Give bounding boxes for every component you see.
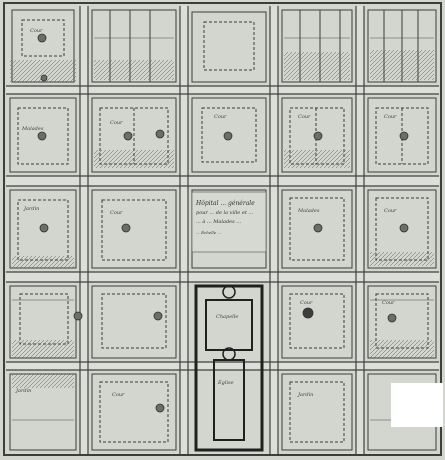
label-bottom-right: Jardin [298,392,314,398]
label-right-court-c: Cour [214,114,227,120]
label-far-right-court: Cour [384,114,397,120]
label-right-court-a: Cour [298,114,311,120]
cartouche-line-4: ... Échelle ... [196,230,222,235]
label-center-court: Cour [110,210,123,216]
label-bottom-center: Cour [112,392,125,398]
cartouche-line-3: ... à ... Malades ... [196,219,242,225]
label-top-left-court: Cour [30,28,43,34]
cartouche [192,192,266,252]
label-right-side-court: Cour [382,300,395,306]
label-right-court-b: Malades [298,208,320,214]
label-lower-right-middle: Cour [300,300,313,306]
label-center-left-court: Cour [110,120,123,126]
cartouche-line-2: pour ... de la ville et ... [196,210,254,216]
label-chapel-top: Chapelle [216,314,239,320]
cartouche-line-1: Hôpital ... générale [196,200,255,207]
label-bottom-left: Jardin [16,388,32,394]
label-chapel-bottom: Église [218,380,234,386]
label-far-right-lower: Cour [384,208,397,214]
label-left-middle: Malades [22,126,44,132]
label-left-lower: Jardin [24,206,40,212]
blank-patch [391,383,443,427]
